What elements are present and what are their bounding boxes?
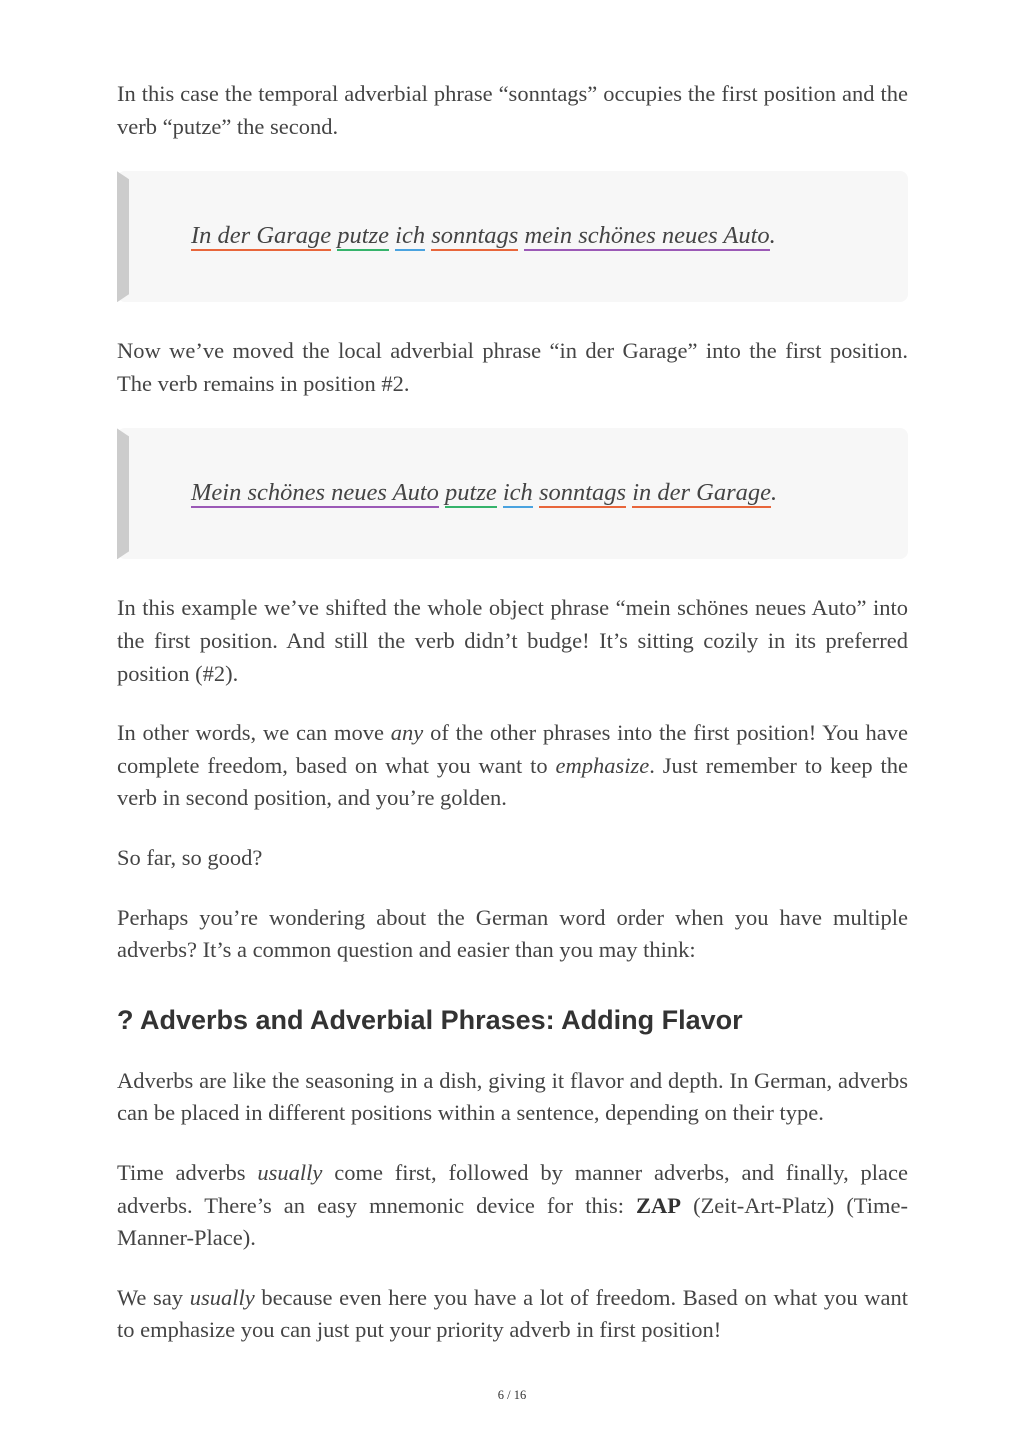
sentence-end: .	[771, 479, 778, 507]
phrase-verb: putze	[337, 222, 390, 250]
paragraph-temporal-first: In this case the temporal adverbial phrase “sonntags” occupies the first position and the verb “putze” the second.	[117, 81, 908, 139]
phrase-temporal-adverbial: sonntags	[431, 222, 519, 250]
phrase-local-adverbial: in der Garage	[632, 479, 772, 507]
paragraph-priority-adverb	[117, 1282, 908, 1347]
paragraph-object-first: In this example we’ve shifted the whole object phrase “mein schönes neues Auto” into the first position. And still the verb didn’t budge! It’s sitting cozily in its preferred position (#2).	[117, 595, 908, 686]
emphasis-usually: usually	[257, 1159, 323, 1185]
text-run: . Just remember to keep the verb in second position, and you’re golden.	[117, 752, 908, 811]
phrase-temporal-adverbial: sonntags	[538, 479, 627, 507]
paragraph-freedom	[117, 717, 908, 815]
emphasis-usually: usually	[189, 1284, 255, 1310]
page-number: 6 / 16	[497, 1388, 527, 1402]
paragraph-multiple-adverbs: Perhaps you’re wondering about the German word order when you have multiple adverbs? It’s a common question and easier than you may think:	[117, 904, 908, 963]
text-run: because even here you have a lot of freedom. Based on what you want to emphasize you can just put your priority adverb in first position!	[117, 1284, 908, 1343]
blockquote-bar	[117, 428, 129, 559]
phrase-subject: ich	[395, 222, 426, 250]
phrase-subject: ich	[502, 479, 533, 507]
text-run: We say	[117, 1284, 190, 1310]
paragraph-zap	[117, 1157, 908, 1255]
text-run: of the other phrases into the first position! You have complete freedom, based on what you want to	[117, 720, 909, 778]
paragraph-adverbs-seasoning: Adverbs are like the seasoning in a dish, giving it flavor and depth. In German, adverbs can be placed in different positions within a sentence, depending on their type.	[117, 1067, 908, 1126]
example-box-1	[117, 171, 908, 302]
emphasis-emphasize: emphasize	[555, 752, 650, 778]
section-heading: ? Adverbs and Adverbial Phrases: Adding Flavor	[117, 1004, 743, 1035]
emphasis-any: any	[390, 720, 424, 746]
example-sentence-1	[191, 220, 776, 252]
document-content	[117, 78, 908, 1374]
paragraph-local-first: Now we’ve moved the local adverbial phrase “in der Garage” into the first position. The verb remains in position #2.	[117, 338, 908, 396]
text-run: (Zeit-Art-Platz) (Time-Manner-Place).	[117, 1192, 908, 1251]
sentence-end: .	[769, 222, 776, 250]
phrase-object: mein schönes neues Auto	[524, 222, 770, 250]
blockquote-bar	[117, 171, 129, 302]
phrase-object: Mein schönes neues Auto	[191, 479, 439, 507]
text-run: In other words, we can move	[117, 720, 391, 746]
example-sentence-2	[191, 477, 777, 509]
paragraph-so-far: So far, so good?	[117, 844, 263, 870]
zap-mnemonic: ZAP	[636, 1192, 682, 1218]
text-run: Time adverbs	[117, 1159, 258, 1185]
example-box-2	[117, 428, 908, 559]
phrase-local-adverbial: In der Garage	[191, 222, 332, 250]
phrase-verb: putze	[445, 479, 497, 507]
text-run: come first, followed by manner adverbs, and finally, place adverbs. There’s an easy mnemonic device for this:	[117, 1159, 909, 1218]
